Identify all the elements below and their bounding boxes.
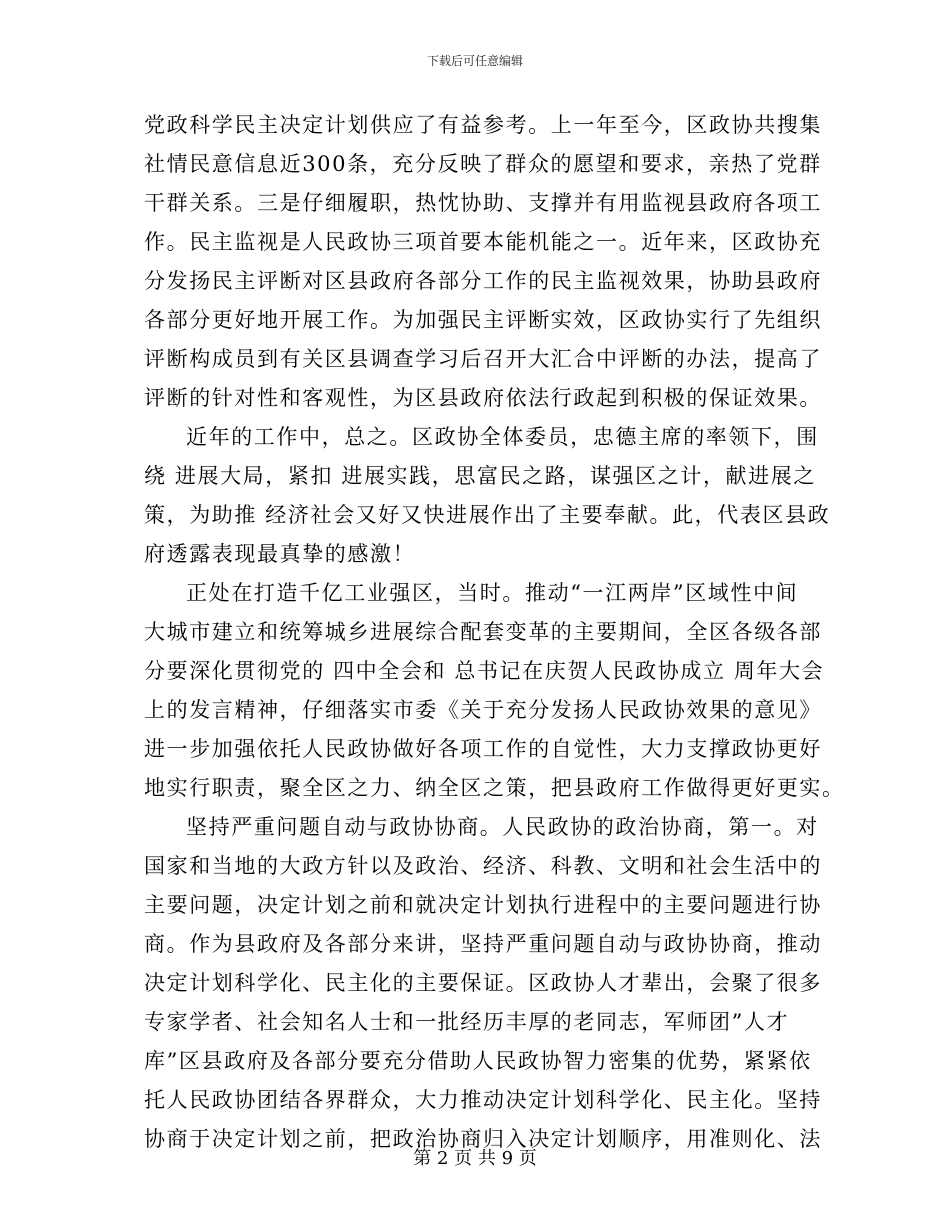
document-body: [144, 106, 845, 1159]
page-header: 下载后可任意编辑: [426, 54, 523, 68]
paragraph-first-line: 近年的工作中，总之。区政协全体委员，忠德主席的率领下，围: [186, 425, 819, 449]
body-text-line: 各部分更好地开展工作。为加强民主评断实效，区政协实行了先组织: [144, 308, 822, 332]
paragraph-first-line: 坚持严重问题自动与政协协商。人民政协的政治协商，第一。对: [186, 815, 819, 839]
body-text-line: 策，为助推 经济社会又好又快进展作出了主要奉献。此，代表区县政: [144, 503, 831, 527]
body-text-line: 地实行职责，聚全区之力、纳全区之策，把县政府工作做得更好更实。: [144, 776, 845, 800]
body-text-line: 党政科学民主决定计划供应了有益参考。上一年至今，区政协共搜集: [144, 113, 822, 137]
body-text-line: 决定计划科学化、民主化的主要保证。区政协人才辈出，会聚了很多: [144, 971, 822, 995]
body-text-line: 分要深化贯彻党的 四中全会和 总书记在庆贺人民政协成立 周年大会: [144, 659, 825, 683]
paragraph-first-line: 正处在打造千亿工业强区，当时。推动“一江两岸”区域性中间: [186, 581, 799, 605]
body-text-line: 上的发言精神，仔细落实市委《关于充分发扬人民政协效果的意见》: [144, 698, 822, 722]
body-text-line: 绕 进展大局，紧扣 进展实践，思富民之路，谋强区之计，献进展之: [144, 464, 816, 488]
body-text-line: 分发扬民主评断对区县政府各部分工作的民主监视效果，协助县政府: [144, 269, 822, 293]
body-text-line: 商。作为县政府及各部分来讲，坚持严重问题自动与政协协商，推动: [144, 932, 822, 956]
body-text-line: 托人民政协团结各界群众，大力推动决定计划科学化、民主化。坚持: [144, 1088, 822, 1112]
body-text-line: 评断的针对性和客观性，为区县政府依法行政起到积极的保证效果。: [144, 386, 822, 410]
body-text-line: 作。民主监视是人民政协三项首要本能机能之一。近年来，区政协充: [144, 230, 822, 254]
body-text-line: 干群关系。三是仔细履职，热忱协助、支撑并有用监视县政府各项工: [144, 191, 822, 215]
page-number-footer: 第 2 页 共 9 页: [413, 1148, 537, 1169]
body-text-line: 大城市建立和统筹城乡进展综合配套变革的主要期间，全区各级各部: [144, 620, 822, 644]
body-text-line: 协商于决定计划之前，把政治协商归入决定计划顺序，用准则化、法: [144, 1127, 822, 1151]
body-text-line: 评断构成员到有关区县调查学习后召开大汇合中评断的办法，提高了: [144, 347, 822, 371]
body-text-line: 进一步加强依托人民政协做好各项工作的自觉性，大力支撑政协更好: [144, 737, 822, 761]
body-text-line: 库”区县政府及各部分要充分借助人民政协智力密集的优势，紧紧依: [144, 1049, 812, 1073]
body-text-line: 国家和当地的大政方针以及政治、经济、科教、文明和社会生活中的: [144, 854, 822, 878]
body-text-line: 府透露表现最真挚的感激！: [144, 542, 416, 566]
body-text-line: 专家学者、社会知名人士和一批经历丰厚的老同志，军师团”人才: [144, 1010, 790, 1034]
body-text-line: 社情民意信息近300条，充分反映了群众的愿望和要求，亲热了党群: [144, 152, 822, 176]
body-text-line: 主要问题，决定计划之前和就决定计划执行进程中的主要问题进行协: [144, 893, 822, 917]
